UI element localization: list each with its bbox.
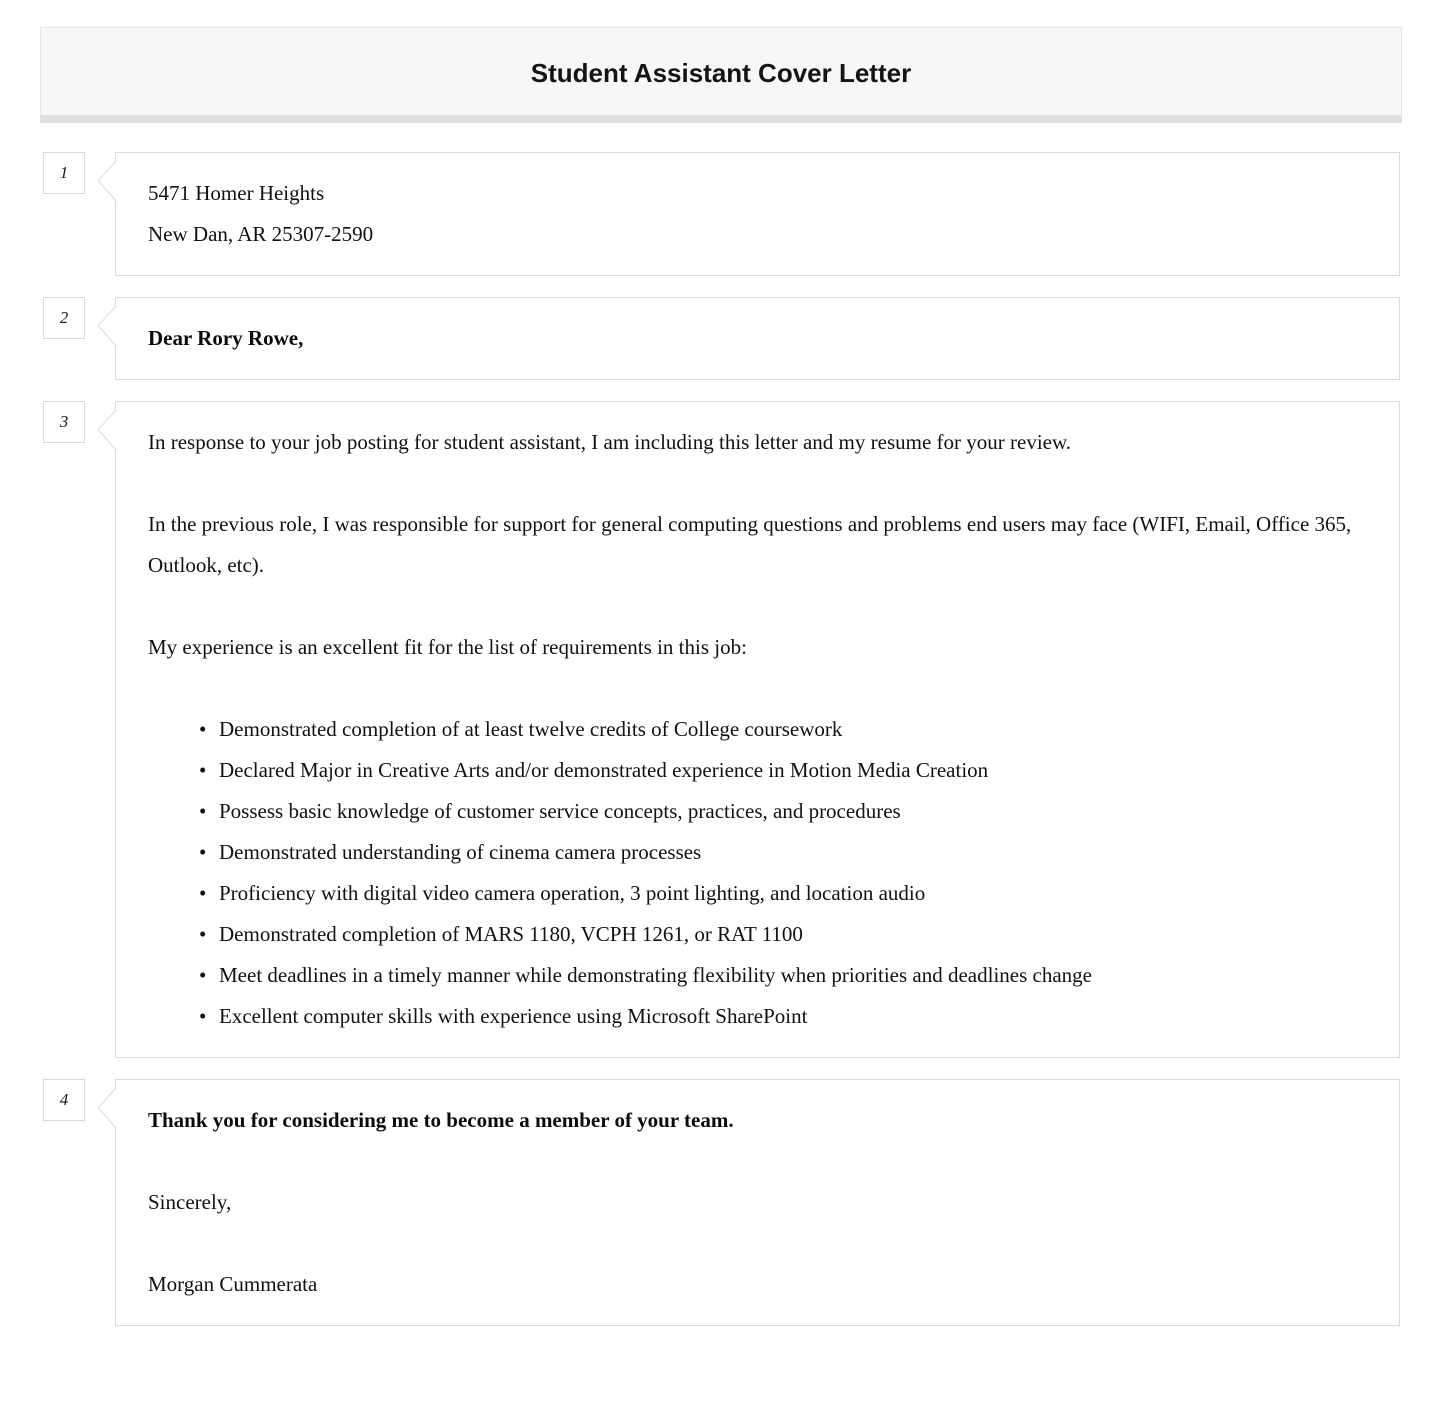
- document-header: [40, 27, 1402, 117]
- list-item: • Demonstrated completion of MARS 1180, VCPH 1261, or RAT 1100: [199, 914, 1367, 955]
- list-item: • Possess basic knowledge of customer service concepts, practices, and procedures: [199, 791, 1367, 832]
- section-number-badge[interactable]: 4: [43, 1079, 85, 1121]
- section-content-box[interactable]: [115, 401, 1400, 1058]
- list-item: • Excellent computer skills with experience using Microsoft SharePoint: [199, 996, 1367, 1037]
- letter-section-salutation: [0, 297, 1440, 380]
- section-number-badge[interactable]: 3: [43, 401, 85, 443]
- callout-tail-icon: [97, 1087, 116, 1127]
- letter-section-address: [0, 152, 1440, 276]
- header-accent-bar: [40, 115, 1402, 123]
- callout-tail-icon: [97, 305, 116, 345]
- closing-signoff: Sincerely,: [148, 1190, 232, 1214]
- body-paragraph: My experience is an excellent fit for the list of requirements in this job:: [148, 635, 747, 659]
- closing-thanks: Thank you for considering me to become a member of your team.: [148, 1108, 734, 1132]
- list-item: • Demonstrated completion of at least twelve credits of College coursework: [199, 709, 1367, 750]
- body-paragraph: In response to your job posting for student assistant, I am including this letter and my resume for your review.: [148, 430, 1072, 454]
- closing-signature: Morgan Cummerata: [148, 1272, 318, 1296]
- callout-tail-icon: [97, 409, 116, 449]
- section-content-box[interactable]: [115, 297, 1400, 380]
- list-item: • Meet deadlines in a timely manner while demonstrating flexibility when priorities and deadlines change: [199, 955, 1367, 996]
- requirements-list: [148, 709, 1367, 1037]
- list-item: • Declared Major in Creative Arts and/or demonstrated experience in Motion Media Creation: [199, 750, 1367, 791]
- callout-tail-icon: [97, 160, 116, 200]
- letter-sections: [0, 152, 1440, 1347]
- address-line-2: New Dan, AR 25307-2590: [148, 222, 374, 246]
- section-number-badge[interactable]: 2: [43, 297, 85, 339]
- salutation-text: Dear Rory Rowe,: [148, 326, 304, 350]
- letter-section-body: [0, 401, 1440, 1058]
- section-content-box[interactable]: [115, 1079, 1400, 1326]
- list-item: • Demonstrated understanding of cinema camera processes: [199, 832, 1367, 873]
- letter-section-closing: [0, 1079, 1440, 1326]
- list-item: • Proficiency with digital video camera operation, 3 point lighting, and location audio: [199, 873, 1367, 914]
- section-content-box[interactable]: [115, 152, 1400, 276]
- address-line-1: 5471 Homer Heights: [148, 181, 325, 205]
- body-paragraph: In the previous role, I was responsible for support for general computing questions and problems end users may face (WIFI, Email, Office 365, Outlook, etc).: [148, 512, 1352, 577]
- section-number-badge[interactable]: 1: [43, 152, 85, 194]
- page-title: Student Assistant Cover Letter: [530, 58, 912, 88]
